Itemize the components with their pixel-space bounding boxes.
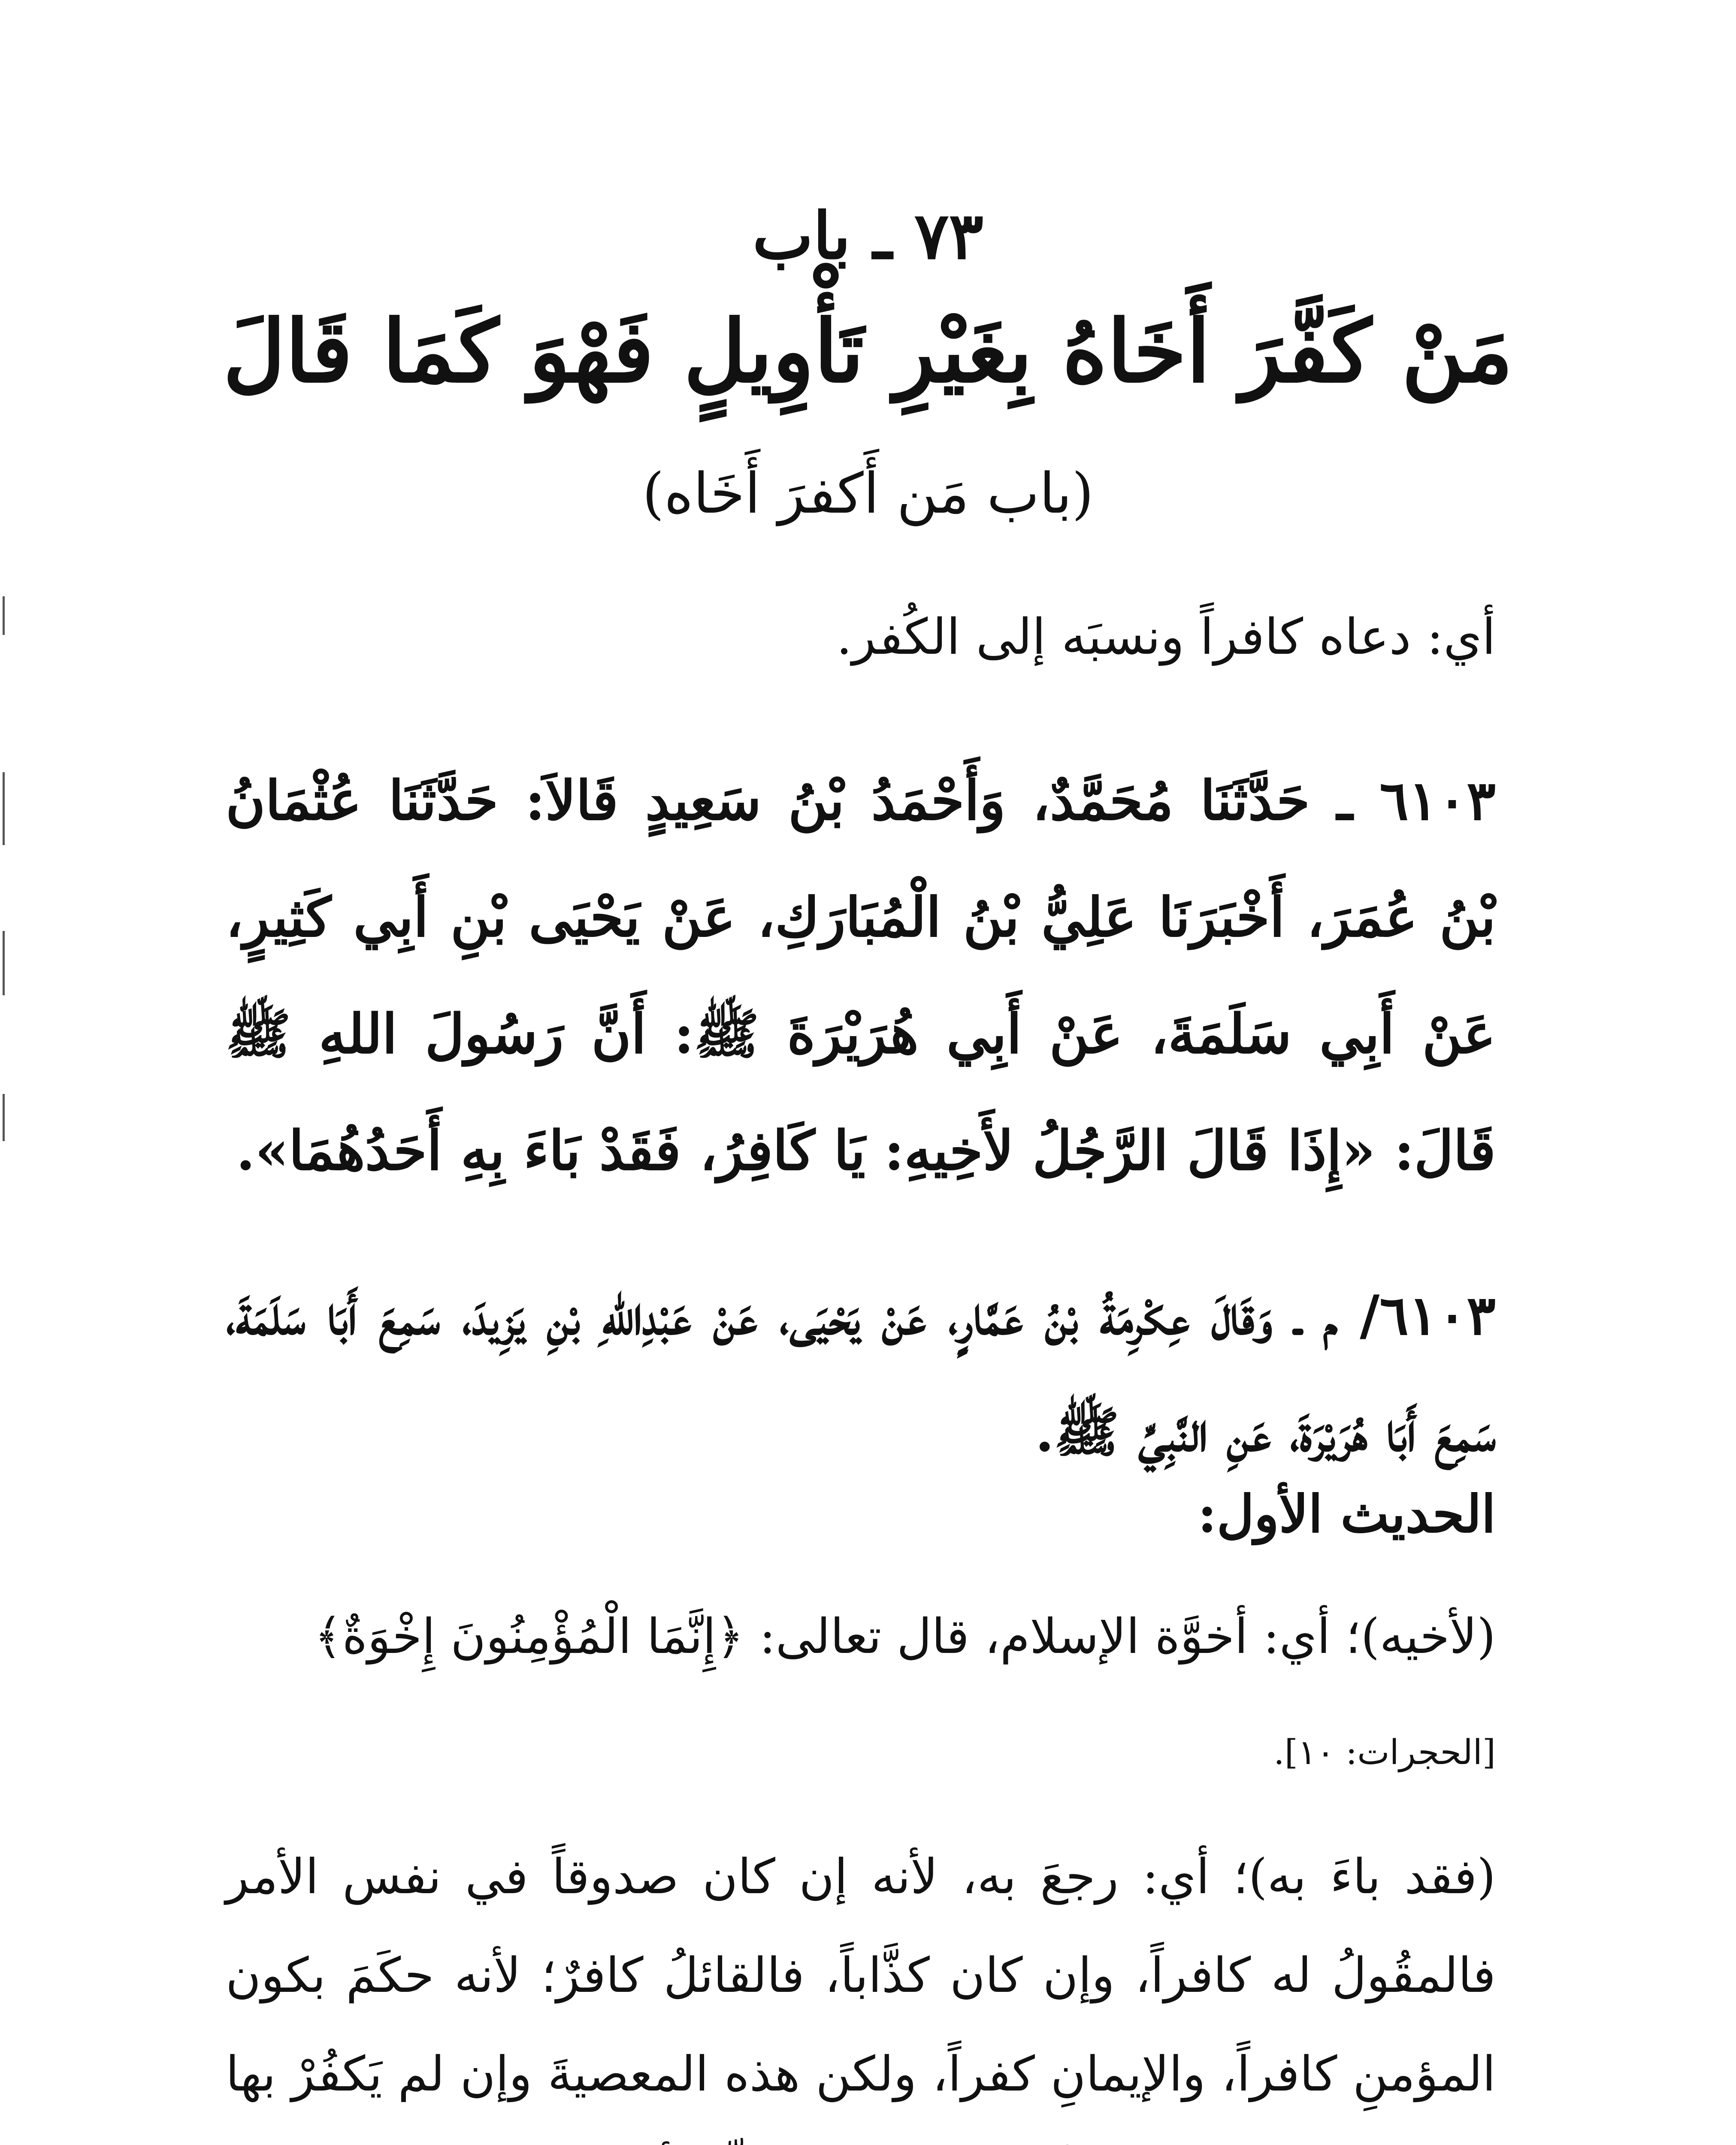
- margin-mark: [3, 596, 5, 635]
- chapter-explanation: أي: دعاه كافراً ونسبَه إلى الكُفر.: [836, 608, 1496, 666]
- commentary-paragraph: (فقد باءَ به)؛ أي: رجعَ به، لأنه إن كان صدوقاً في نفس الأمر فالمقُولُ له كافراً، وإن كان كذَّاباً، فالقائلُ كافرٌ؛ لأنه حكَمَ بكون المؤمنِ كافراً، والإيمانِ كفراً، ولكن هذه المعصيةَ وإن لم يَكفُرْ بها: [226, 1849, 1496, 2102]
- commentary-paragraph: (لأخيه)؛ أي: أخوَّة الإسلام، قال تعالى: ﴿إِنَّمَا الْمُؤْمِنُونَ إِخْوَةٌ﴾: [314, 1609, 1496, 1665]
- quran-citation: [الحجرات: ١٠].: [1273, 1732, 1496, 1772]
- chapter-number: ٧٣ ـ باب: [752, 198, 984, 274]
- margin-mark: [3, 772, 5, 845]
- chapter-title: مَنْ كَفَّرَ أَخَاهُ بِغَيْرِ تَأْوِيلٍ فَهْوَ كَمَا قَالَ: [223, 301, 1513, 402]
- margin-mark: [3, 931, 5, 995]
- margin-mark: [3, 1094, 5, 1141]
- section-heading: الحديث الأول:: [1198, 1484, 1496, 1544]
- hadith-6103: ٦١٠٣ ـ حَدَّثَنَا مُحَمَّدٌ، وَأَحْمَدُ بْنُ سَعِيدٍ قَالاَ: حَدَّثَنَا عُثْمَانُ بْنُ عُمَرَ، أَخْبَرَنَا عَلِيُّ بْنُ الْمُبَارَكِ، عَنْ يَحْيَى بْنِ أَبِي كَثِيرٍ، عَنْ أَبِي سَلَمَةَ، عَنْ أَبِي هُرَيْرَةَ ﷺ: أَنَّ رَسُولَ اللهِ ﷺ قَالَ: «إِذَا قَالَ الرَّجُلُ لأَخِيهِ: يَا كَافِرُ، فَقَدْ بَاءَ بِهِ أَحَدُهُمَا».: [226, 769, 1496, 1182]
- chapter-alternate-title: (باب مَن أَكفرَ أَخَاه): [642, 461, 1094, 526]
- hadith-6103-m: ٦١٠٣/ م ـ وَقَالَ عِكْرِمَةُ بْنُ عَمَّارٍ، عَنْ يَحْيَى، عَنْ عَبْدِاللهِ بْنِ يَزِيدَ، سَمِعَ أَبَا سَلَمَةَ، سَمِعَ أَبَا هُرَيْرَةَ، عَنِ النَّبِيِّ ﷺ.: [226, 1284, 1496, 1464]
